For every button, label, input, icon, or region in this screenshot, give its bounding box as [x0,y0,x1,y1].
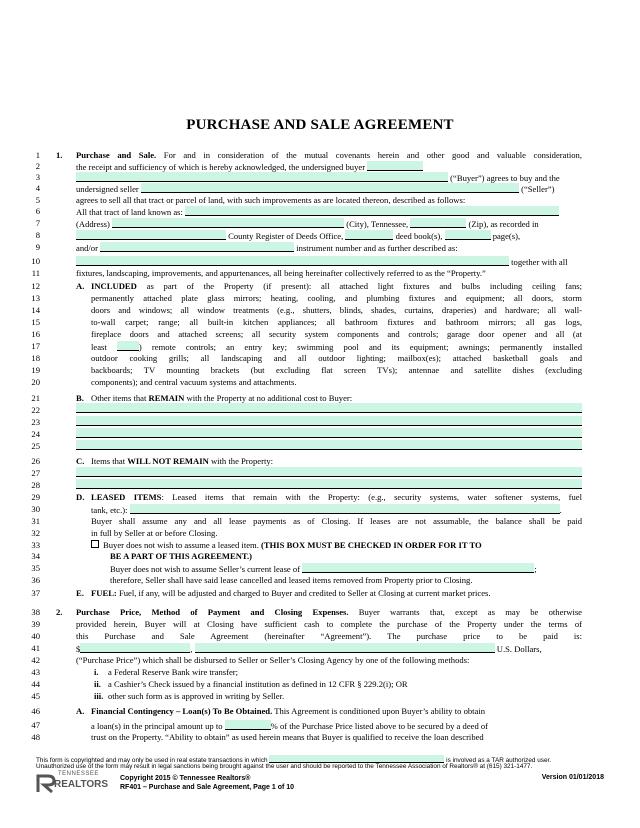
line-3-text: (“Buyer”) agrees to buy and the [450,173,560,183]
section-c-letter: C. [76,456,85,466]
line-number: 22 [31,405,40,415]
page-label: page(s), [492,231,521,241]
line-38 [76,607,582,617]
line-19: backboards; TV mounting brackets (but excluding flat screen TVs); antennae and satellite dishes (excluding [91,365,582,375]
line-17-text-b: ) remote controls; an entry key; swimming pool and its equipment; awnings; permanently installed [138,342,582,352]
line-number: 37 [31,588,40,598]
line-47-text-a: a loan(s) in the principal amount up to [91,721,223,731]
line-31: Buyer shall assume any and all lease payments as of Closing. If leases are not assumable, the balance shall be paid [91,516,582,526]
line-number: 47 [31,720,40,730]
tract-known-as-field[interactable] [185,206,559,216]
remain-items-field-3[interactable] [76,428,582,438]
line-number: 34 [31,551,40,561]
section-a-letter: A. [76,281,85,291]
line-number: 33 [31,540,40,550]
line-36: therefore, Seller shall have said lease cancelled and leased items removed from Property prior to Closing. [110,575,473,585]
line-number: 35 [31,563,40,573]
line-number: 21 [31,393,40,403]
line-number: 5 [35,195,40,205]
line-number: 14 [31,305,40,315]
line-35: Buyer does not wish to assume Seller’s current lease of ; [110,564,537,574]
line-12 [91,281,582,291]
line-41 [76,643,582,654]
address-label: (Address) [76,219,110,229]
line-30: tank, etc.): . [91,505,562,515]
city-label: (City), Tennessee, [346,219,409,229]
line-47-text-b: % of the Purchase Price listed above to be secured by a deed of [270,721,489,731]
line-11: fixtures, landscaping, improvements, and appurtenances, all being hereinafter collectively referred to as the “Property.” [76,268,486,278]
instrument-number-field[interactable] [100,242,294,252]
buyer-name-field[interactable] [76,172,448,182]
line-17-text-a: least [91,342,107,352]
county-label: County Register of Deeds Office, [228,231,344,241]
line-number: 41 [31,643,40,653]
line-number: 27 [31,468,40,478]
leased-items-heading: LEASED ITEMS [91,492,162,502]
tennessee-realtors-logo [36,770,109,796]
line-number: 31 [31,516,40,526]
line-39: provided herein, Buyer will at Closing have sufficient cash to complete the purchase of the Property under the terms of [76,619,582,629]
section-2a-letter: A. [76,706,85,716]
line-number: 32 [31,528,40,538]
line-number: 16 [31,329,40,339]
line-32: in full by Seller at or before Closing. [91,528,218,538]
line-14: doors and windows; all window treatments (e.g., shutters, blinds, shades, curtains, draperies) and hardware; all wall- [91,305,582,315]
line-number: 6 [35,206,40,216]
instrument-label: instrument number and as further described as: [296,243,458,253]
line-45 [94,691,582,701]
county-field[interactable] [76,230,226,240]
not-remain-items-field-2[interactable] [76,479,582,489]
remote-count-field[interactable] [117,341,139,351]
footer-line-1-text-b: is involved as a TAR authorized user. [446,757,552,764]
line-29 [91,492,582,502]
not-remain-items-field-1[interactable] [76,467,582,477]
line-44 [94,679,582,689]
purchase-price-numeric-field[interactable] [80,643,193,654]
line-number: 36 [31,575,40,585]
line-30-text: tank, etc.): [91,505,128,515]
line-20: components); and central vacuum systems and attachments. [91,377,297,387]
page-title: PURCHASE AND SALE AGREEMENT [186,117,454,133]
line-number: 18 [31,353,40,363]
deed-book-field[interactable] [345,230,393,240]
section-1-number: 1. [56,150,63,160]
loan-percent-field[interactable] [225,720,271,730]
line-12-text: as part of the Property (if present): all attached light fixtures and bulbs including ceiling fans; [146,281,582,291]
line-9 [76,242,582,253]
line-number: 8 [35,230,40,240]
line-4 [76,183,582,194]
line-number: 42 [31,655,40,665]
line-38-text: Buyer warrants that, except as may be otherwise [358,607,582,617]
line-number: 28 [31,480,40,490]
section-2-number: 2. [56,607,63,617]
page-field[interactable] [445,230,491,240]
footer-line-1-text-a: This form is copyrighted and may only be used in real estate transactions in which [36,757,268,764]
section-d-letter: D. [76,492,85,502]
line-48: trust on the Property. “Ability to obtain” as used herein means that Buyer is qualified to receive the loan described [91,732,484,742]
logo-top-text: TENNESSEE [58,771,99,777]
line-29-text: : Leased items that remain with the Property: (e.g., security systems, water softener systems, fuel [161,492,582,502]
line-number: 44 [31,679,40,689]
line-number: 17 [31,341,40,351]
method-3-number: iii. [94,691,104,701]
dollar-sign: $ [76,644,81,654]
line-number: 10 [31,256,40,266]
included-heading: INCLUDED [91,281,137,291]
logo-bottom-text: REALTORS [54,779,109,790]
line-number: 2 [35,161,40,171]
zip-label: (Zip), as recorded in [468,219,539,229]
line-6-text: All that tract of land known as: [76,207,183,217]
line-41-comma: , [190,644,193,654]
line-18: outdoor cooking grills; all landscaping and all outdoor lighting; mailbox(es); attached basketball goals and [91,353,582,363]
no-assume-lease-checkbox[interactable] [91,540,99,548]
line-number: 23 [31,417,40,427]
authorized-user-field[interactable] [269,755,444,763]
remain-items-field-1[interactable] [76,403,582,413]
purchase-price-words-field[interactable] [195,643,495,653]
line-number: 4 [35,183,40,193]
remain-items-field-2[interactable] [76,416,582,426]
andor-label: and/or [76,243,98,253]
line-33-text-a: Buyer does not wish to assume a leased item. [103,540,259,550]
line-1-text: For and in consideration of the mutual covenants herein and other good and valuable consideration, [163,150,582,160]
address-field[interactable] [112,218,344,228]
line-46 [91,706,582,716]
line-number: 12 [31,281,40,291]
line-7 [76,218,582,229]
line-number: 48 [31,732,40,742]
line-number: 7 [35,218,40,228]
line-13: permanently attached plate glass mirrors; heating, cooling, and plumbing fixtures and equipment; all doors, storm [91,293,582,303]
line-number: 39 [31,619,40,629]
line-4-text-a: undersigned seller [76,184,139,194]
line-number: 24 [31,429,40,439]
line-21-text-b: with the Property at no additional cost to Buyer: [186,393,353,403]
deed-book-label: deed book(s), [395,231,443,241]
line-1 [76,150,582,160]
line-number: 19 [31,365,40,375]
line-number: 26 [31,456,40,466]
line-2-text: the receipt and sufficiency of which is hereby acknowledged, the undersigned buyer [76,162,366,172]
line-47 [91,720,582,731]
section-b-letter: B. [76,393,84,403]
section-1-heading: Purchase and Sale. [76,150,157,160]
seller-name-field[interactable] [141,183,519,193]
fuel-text: Fuel, if any, will be adjusted and charged to Buyer and credited to Seller at Closing at current market prices. [118,588,491,598]
line-number: 9 [35,242,40,252]
buyer-name-field-a[interactable] [367,161,423,171]
line-26-text-a: Items that [91,456,126,466]
line-number: 46 [31,706,40,716]
leased-items-field[interactable] [130,504,560,514]
line-35-text: Buyer does not wish to assume Seller’s current lease of [110,564,301,574]
seller-lease-field[interactable] [302,563,534,573]
line-10 [76,256,582,267]
method-2-text: a Cashier’s Check issued by a financial institution as defined in 12 CFR § 229.2(i); OR [108,679,408,689]
line-46-text: This Agreement is conditioned upon Buyer’s ability to obtain [274,706,486,716]
line-26 [91,456,582,466]
line-number: 29 [31,492,40,502]
line-42: (“Purchase Price”) which shall be disbursed to Seller or Seller’s Closing Agency by one of the following methods: [76,655,470,665]
line-26-text-b: with the Property: [210,456,274,466]
footer-line-2: Unauthorized use of the form may result in legal sanctions being brought against the user and should be reported to the Tennessee Association of Realtors® at (615) 321-1477. [36,763,533,770]
section-e-letter: E. [76,588,84,598]
method-1-number: i. [94,667,99,677]
section-2-heading: Purchase Price, Method of Payment and Closing Expenses. [76,607,349,617]
line-41-text: U.S. Dollars, [496,644,542,654]
line-number: 45 [31,691,40,701]
method-3-text: other such form as is approved in writing by Seller. [108,691,285,701]
line-number: 11 [31,268,40,278]
legal-description-field[interactable] [76,256,509,266]
footer-version: Version 01/01/2018 [541,774,604,781]
line-3 [76,172,582,183]
line-number: 1 [35,150,40,160]
line-10-text: together with all [511,257,568,267]
line-37 [91,588,582,598]
line-21-text-a: Other items that [91,393,147,403]
line-8 [76,230,582,241]
line-number: 20 [31,377,40,387]
footer-copyright: Copyright 2015 © Tennessee Realtors® [120,775,251,782]
line-6 [76,206,582,217]
line-43 [94,667,582,677]
line-number: 25 [31,441,40,451]
fuel-heading: FUEL: [91,588,117,598]
not-remain-label: WILL NOT REMAIN [127,456,209,466]
financial-contingency-heading: Financial Contingency – Loan(s) To Be Obtained. [91,706,273,716]
zip-field[interactable] [410,218,466,228]
line-number: 43 [31,667,40,677]
footer-form-id: RF401 – Purchase and Sale Agreement, Page 1 of 10 [120,784,295,791]
method-2-number: ii. [94,679,101,689]
line-number: 40 [31,631,40,641]
line-33-text-b: (THIS BOX MUST BE CHECKED IN ORDER FOR IT TO [261,540,482,550]
remain-label: REMAIN [148,393,185,403]
line-number: 30 [31,504,40,514]
line-number: 13 [31,293,40,303]
remain-items-field-4[interactable] [76,440,582,450]
line-15: to-wall carpet; range; all built-in kitchen appliances; all bathroom fixtures and bathroom mirrors; all gas logs, [91,317,582,327]
line-40: this Purchase and Sale Agreement (hereinafter “Agreement”). The purchase price to be paid is: [76,631,582,641]
line-16: fireplace doors and attached screens; all security system components and controls; garage door opener and all (at [91,329,582,339]
method-1-text: a Federal Reserve Bank wire transfer; [108,667,239,677]
line-34: BE A PART OF THIS AGREEMENT.) [110,551,252,561]
line-number: 3 [35,172,40,182]
line-number: 15 [31,317,40,327]
line-2 [76,161,582,172]
line-21 [91,393,582,403]
line-33 [91,540,582,550]
line-5: agrees to sell all that tract or parcel of land, with such improvements as are located thereon, described as follows: [76,195,466,205]
line-17 [91,341,582,352]
line-4-text-b: (“Seller”) [521,184,555,194]
footer-copyright-block [120,774,294,792]
line-number: 38 [31,607,40,617]
